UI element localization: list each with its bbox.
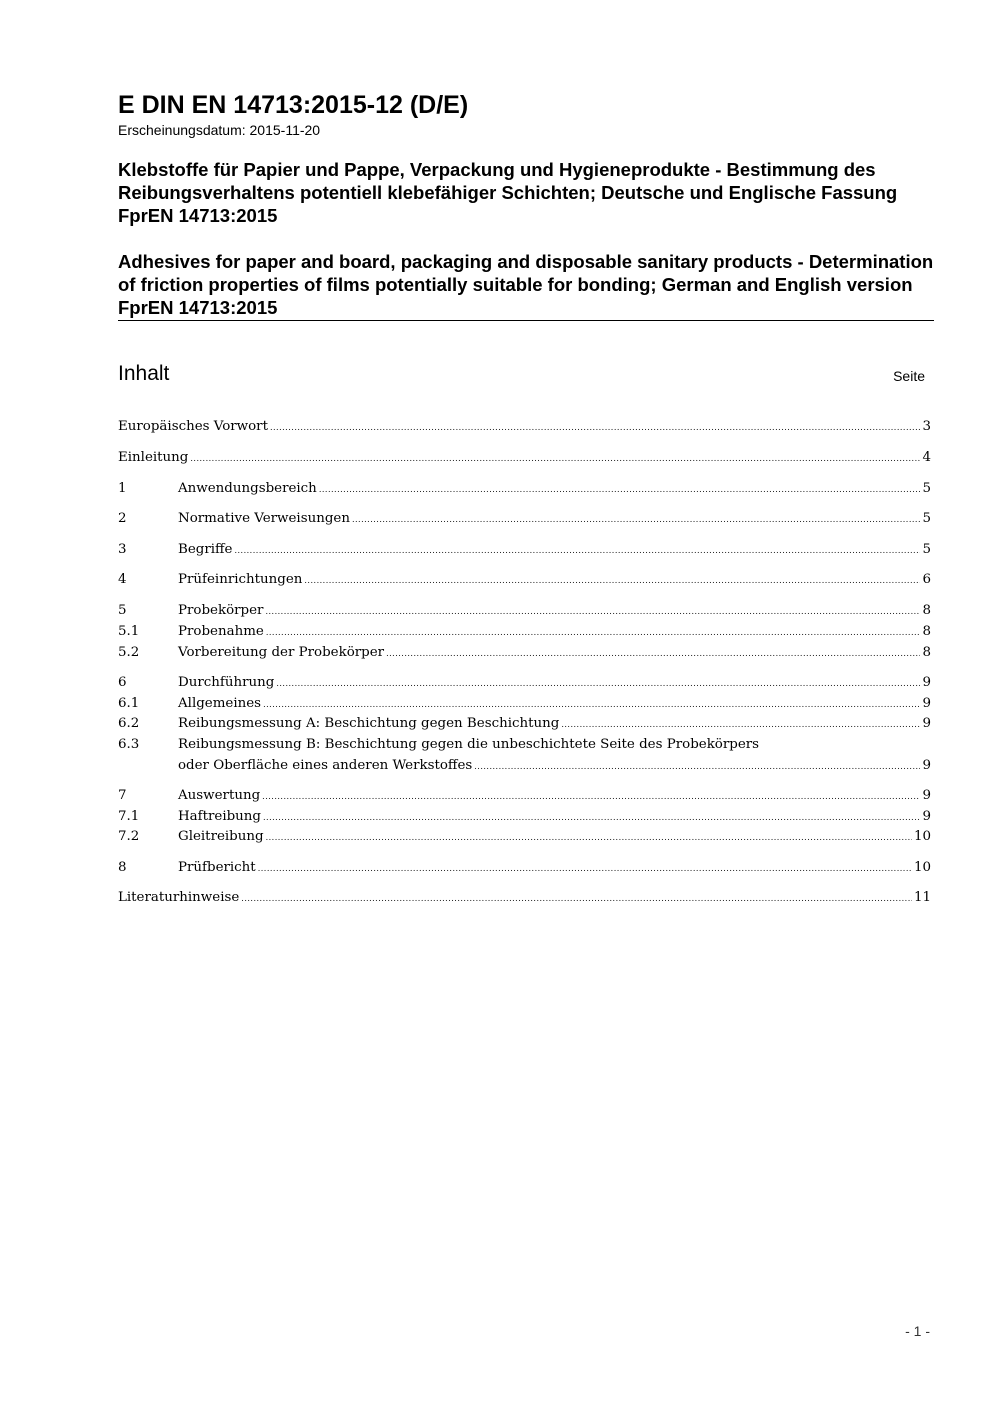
toc-entry-number: 5.2 xyxy=(118,645,140,660)
toc-entry-title: Prüfbericht xyxy=(178,860,256,875)
toc-entry-literaturhinweise[interactable] xyxy=(118,887,931,908)
toc-entry-europaeisches-vorwort[interactable] xyxy=(118,416,931,437)
toc-entry-pruefbericht[interactable] xyxy=(118,857,931,878)
toc-entry-title: Einleitung xyxy=(118,450,189,465)
toc-leader-dots xyxy=(262,786,920,807)
toc-leader-dots xyxy=(386,643,920,664)
document-id: E DIN EN 14713:2015-12 (D/E) xyxy=(118,91,469,119)
toc-entry-reibungsmessung-b[interactable] xyxy=(118,734,931,776)
toc-entry-title: Vorbereitung der Probekörper xyxy=(178,645,385,660)
toc-entry-page: 5 xyxy=(922,481,931,496)
toc-leader-dots xyxy=(304,570,920,591)
toc-entry-title: Durchführung xyxy=(178,675,275,690)
toc-entry-number: 6.2 xyxy=(118,716,140,731)
toc-entry-title: Literaturhinweise xyxy=(118,890,240,905)
toc-entry-page: 9 xyxy=(922,809,931,824)
toc-leader-dots xyxy=(319,479,921,500)
toc-entry-begriffe[interactable] xyxy=(118,539,931,560)
toc-leader-dots xyxy=(258,858,912,879)
toc-entry-gleitreibung[interactable] xyxy=(118,826,931,847)
toc-leader-dots xyxy=(352,509,921,530)
toc-leader-dots xyxy=(474,756,920,777)
toc-page-label: Seite xyxy=(893,368,925,384)
toc-entry-title: Europäisches Vorwort xyxy=(118,419,268,434)
toc-leader-dots xyxy=(266,622,921,643)
toc-entry-page: 10 xyxy=(913,829,931,844)
toc-leader-dots xyxy=(263,694,920,715)
toc-entry-title: Allgemeines xyxy=(178,696,262,711)
toc-leader-dots xyxy=(266,827,912,848)
toc-entry-title: Prüfeinrichtungen xyxy=(178,572,303,587)
toc-entry-continuation xyxy=(178,755,931,777)
toc-entry-page: 4 xyxy=(922,450,931,465)
toc-entry-number: 6.1 xyxy=(118,696,140,711)
toc-entry-title: Reibungsmessung B: Beschichtung gegen die unbeschichtete Seite des Probekörpers xyxy=(178,737,760,752)
toc-entry-page: 8 xyxy=(922,624,931,639)
toc-leader-dots xyxy=(190,448,920,469)
toc-entry-title: Normative Verweisungen xyxy=(178,511,350,526)
toc-entry-number: 8 xyxy=(118,860,127,875)
toc-entry-number: 1 xyxy=(118,481,127,496)
toc-entry-page: 5 xyxy=(922,511,931,526)
toc-entry-number: 7.2 xyxy=(118,829,140,844)
toc-leader-dots xyxy=(263,807,920,828)
toc-entry-page: 9 xyxy=(922,675,931,690)
toc-entry-title: Gleitreibung xyxy=(178,829,264,844)
toc-entry-page: 8 xyxy=(922,603,931,618)
toc-entry-auswertung[interactable] xyxy=(118,785,931,806)
toc-leader-dots xyxy=(276,673,920,694)
toc-entry-page: 8 xyxy=(922,645,931,660)
toc-entry-number: 6 xyxy=(118,675,127,690)
toc-entry-page: 9 xyxy=(922,788,931,803)
toc-entry-title: Haftreibung xyxy=(178,809,261,824)
toc-leader-dots xyxy=(270,417,921,438)
toc-entry-number: 7.1 xyxy=(118,809,140,824)
toc-entry-title: Anwendungsbereich xyxy=(178,481,317,496)
toc-entry-reibungsmessung-a[interactable] xyxy=(118,713,931,734)
toc-entry-einleitung[interactable] xyxy=(118,447,931,468)
toc-entry-page: 9 xyxy=(922,716,931,731)
toc-leader-dots xyxy=(241,888,912,909)
page-number: - 1 - xyxy=(905,1323,930,1339)
publication-date: Erscheinungsdatum: 2015-11-20 xyxy=(118,122,321,138)
title-english: Adhesives for paper and board, packaging and disposable sanitary products - Determination of friction properties of films potentially suitable for bonding; German and English version FprEN 14713:2015 xyxy=(118,251,934,318)
toc-entry-number: 5 xyxy=(118,603,127,618)
toc-entry-page: 9 xyxy=(922,758,931,773)
toc-entry-number: 7 xyxy=(118,788,127,803)
toc-entry-durchfuehrung[interactable] xyxy=(118,672,931,693)
toc-entry-title: Auswertung xyxy=(178,788,261,803)
toc-entry-number: 6.3 xyxy=(118,737,140,752)
title-german: Klebstoffe für Papier und Pappe, Verpackung und Hygieneprodukte - Bestimmung des Reibungsverhaltens potentiell klebefähiger Schichten; Deutsche und Englische Fassung FprEN 14713:2015 xyxy=(118,159,898,226)
toc-entry-haftreibung[interactable] xyxy=(118,806,931,827)
toc-entry-page: 10 xyxy=(913,860,931,875)
toc-leader-dots xyxy=(265,601,920,622)
toc-entry-number: 3 xyxy=(118,542,127,557)
toc-heading: Inhalt xyxy=(118,362,170,385)
toc-entry-pruefeinrichtungen[interactable] xyxy=(118,569,931,590)
toc-entry-page: 11 xyxy=(913,890,931,905)
toc-entry-title: Probekörper xyxy=(178,603,264,618)
toc-entry-number: 5.1 xyxy=(118,624,140,639)
toc-entry-probenahme[interactable] xyxy=(118,621,931,642)
toc-entry-page: 6 xyxy=(922,572,931,587)
toc-entry-title: Reibungsmessung A: Beschichtung gegen Beschichtung xyxy=(178,716,560,731)
title-divider xyxy=(118,320,934,321)
toc-entry-normative-verweisungen[interactable] xyxy=(118,508,931,529)
toc-entry-title: Probenahme xyxy=(178,624,264,639)
toc-entry-title-line2: oder Oberfläche eines anderen Werkstoffes xyxy=(178,758,473,773)
toc-entry-number: 4 xyxy=(118,572,127,587)
toc-leader-dots xyxy=(561,714,920,735)
toc-entry-probekoerper[interactable] xyxy=(118,600,931,621)
toc-entry-allgemeines[interactable] xyxy=(118,693,931,714)
toc-entry-page: 5 xyxy=(922,542,931,557)
toc-entry-page: 3 xyxy=(922,419,931,434)
toc-leader-dots xyxy=(234,540,920,561)
toc-entry-title: Begriffe xyxy=(178,542,233,557)
toc-entry-anwendungsbereich[interactable] xyxy=(118,478,931,499)
toc-entry-vorbereitung-der-probekoerper[interactable] xyxy=(118,642,931,663)
toc-entry-page: 9 xyxy=(922,696,931,711)
toc-entry-number: 2 xyxy=(118,511,127,526)
